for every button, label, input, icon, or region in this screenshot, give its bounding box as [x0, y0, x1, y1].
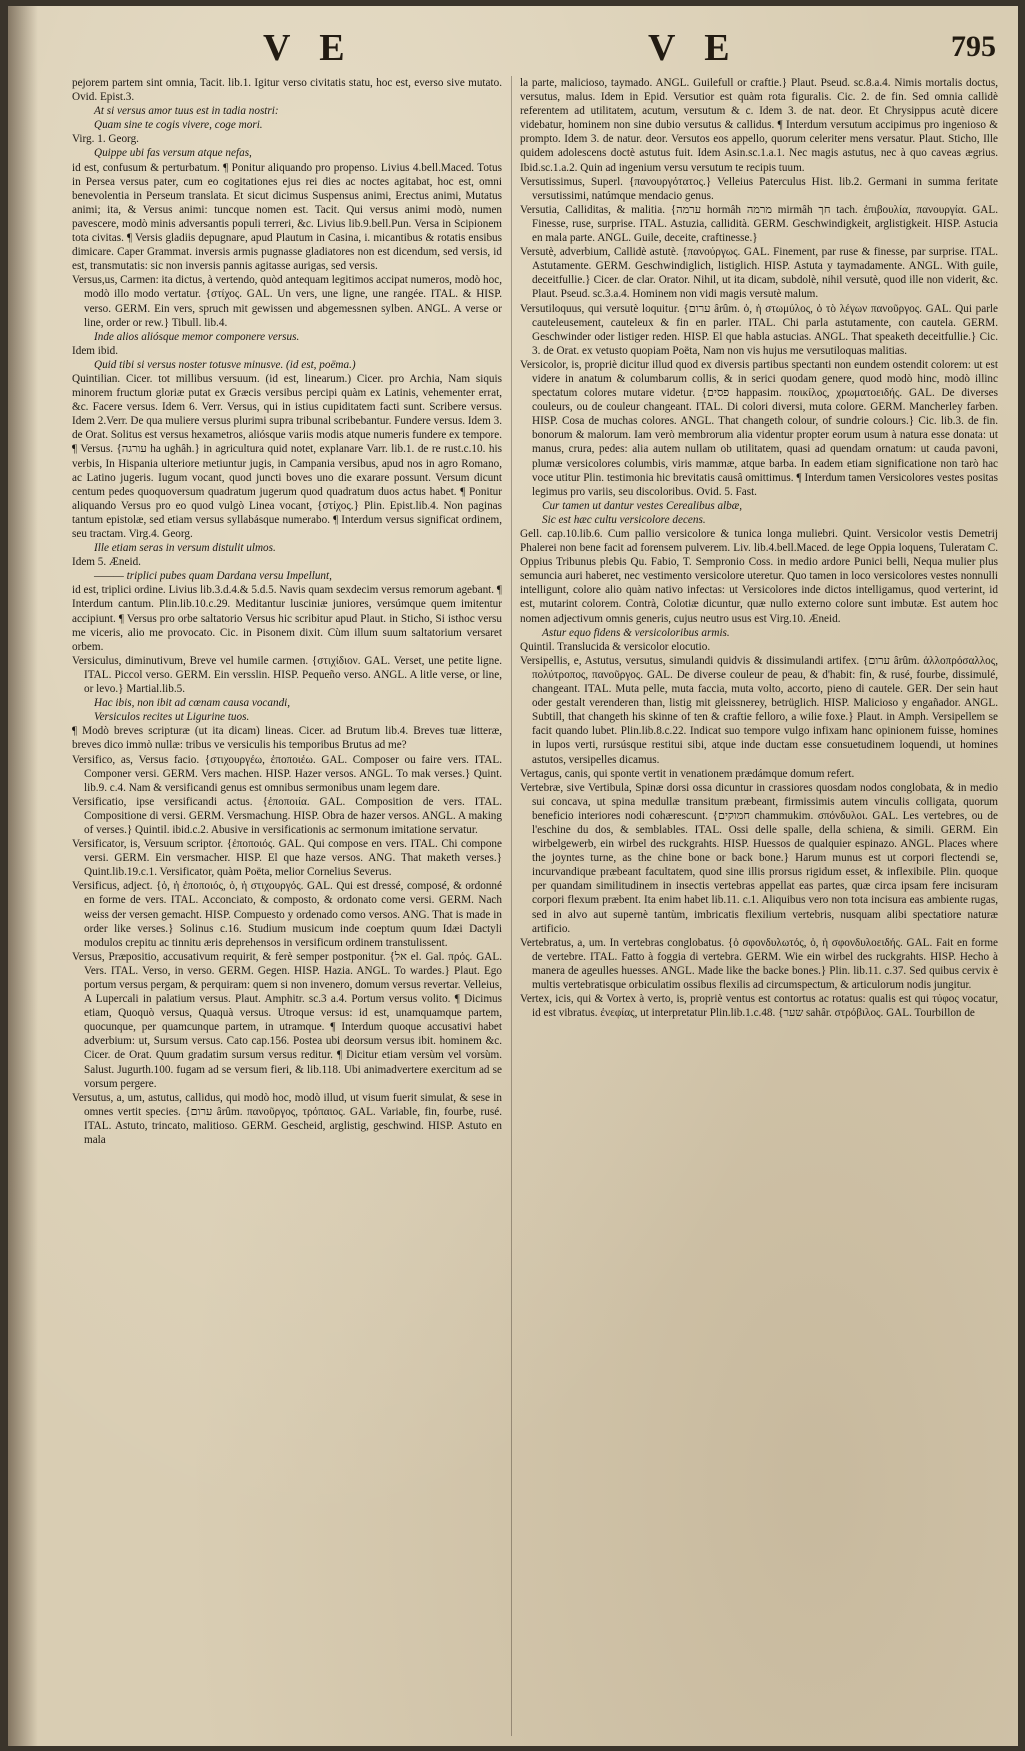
verse-quotation: Sic est hæc cultu versicolore decens.: [542, 513, 706, 526]
verse-quotation: Quam sine te cogis vivere, coge mori.: [94, 119, 263, 132]
dictionary-entry: Versipellis, e, Astutus, versutus, simulandi quidvis & dissimulandi artifex. {ערום ârûm. ἀλλοπρόσαλλος, πολύτροπος, πανοῦργος. GAL. De diverse couleur de peau, & d'habit: fin, & rusé, fourbe, dissimulé, changeant. ITAL. Muta pelle, muta faccia, muta volto, accorto, pieno di cautele. GER. Der sein haut oder gestalt verenderen than, listig mit gleissnerey, betrüglich. HISP. Malicioso y engañador. ANGL. Subtill, that changeth his skinne of ten & craftie felloro, a wilie foxe.} Plaut. in Amph. Versipellem se facit quando lubet. Plin.lib.8.c.22. Indicat suo tempore vulgo infixam hanc opinionem fuisse, homines in lupos verti, rursúsque restitui sibi, atque inde ductam esse consuetudinem loquendi, ut homines astutos, versipelles dicamus.: [520, 654, 998, 766]
verse-quotation: Ille etiam seras in versum distulit ulmos.: [94, 542, 276, 555]
entry-continuation: Virg. 1. Georg.: [72, 133, 139, 146]
page-number: 795: [951, 30, 996, 63]
entry-continuation: Idem 5. Æneid.: [72, 556, 141, 569]
left-column: [72, 76, 502, 1736]
dictionary-entry: Versus,us, Carmen: ita dictus, à vertendo, quòd antequam legitimos accipat numeros, modò hoc, modò illo modo vertatur. {στίχος. GAL. Un vers, une ligne, une rangée. ITAL. & HISP. verso. GERM. Ein vers, spruch mit gewissen und abgemessnen sylben. ANGL. A verse or line, order or rew.} Tibull. lib.4.: [72, 274, 502, 329]
dictionary-entry: Versificus, adject. {ὁ, ἡ ἐποποιός, ὁ, ἡ στιχουργός. GAL. Qui est dressé, composé, & ordonné en forme de vers. ITAL. Acconciato, & composto, & ordonato come versi. GERM. Nach weiss der versen gemacht. HISP. Compuesto y ordenado como versos. ANG. That is made in order like verses.} Solinus c.16. Studium musicum inde coeptum quum Idæi Dactyli modulos crepitu ac tinnitu æris deprehensos in versificum ordinem transtulissent.: [72, 880, 502, 949]
verse-quotation: Inde alios aliósque memor componere versus.: [94, 330, 300, 343]
entry-continuation: Quintilian. Cicer. tot millibus versuum. (id est, linearum.) Cicer. pro Archia, Nam siquis minorem fructum gloriæ putat ex Græcis versibus percipi quàm ex Latinis, vehementer errat, &c. Facere versus. Idem 6. Verr. Versus, qui in istius cupiditatem facti sunt. Scribere versus. Idem 2.Verr. De qua muliere versus plurimi supra tribunal scribebantur. Fundere versus. Idem 3. de Orat. Solitus est versus hexametros, aliósque variis modis atque numeris fundere ex tempore. ¶ Versus. {עורגה ha ughâh.} in agricultura quid notet, explanare Varr. lib.1. de re rust.c.10. his verbis, In Hispania ulteriore metiuntur jugis, in Campania versibus, apud nos in agro Romano, ac Latino jugeris. Iugum vocant, quod juncti boves uno die exarare possunt. Versum dicunt centum pedes quoquoversum quadratum jugerum quod quadratum duos actus habet. ¶ Ponitur aliquando Versus pro eo quod vulgò Linea vocant, {στίχος.} Plin. Epist.lib.4. Non paginas tantum epistolæ, sed etiam versus syllabásque numerabo. ¶ Interdum versus significat ordinem, seu tractam. Virg.4. Georg.: [72, 372, 502, 540]
dictionary-entry: Versutia, Calliditas, & malitia. {ערמה hormâh מרמה mirmâh חך tach. ἐπιβουλία, πανουργία. GAL. Finesse, ruse, surprise. ITAL. Astuzia, callidità. GERM. Geschwindigkeit, arglistigkeit. HISP. Astucia en mala parte. ANGL. Guile, deceite, craftinesse.}: [520, 203, 998, 245]
entry-continuation: Quintil. Translucida & versicolor elocutio.: [520, 640, 711, 653]
verse-quotation: Cur tamen ut dantur vestes Cerealibus albæ,: [542, 499, 743, 512]
running-head-left: V E: [263, 27, 355, 69]
dictionary-entry: Versificator, is, Versuum scriptor. {ἐποποιός. GAL. Qui compose en vers. ITAL. Chi compone versi. GERM. Ein versmacher. HISP. El que haze versos. ANG. That maketh verses.} Quint.lib.19.c.1. Versificator, quàm Poëta, melior Cornelius Severus.: [72, 838, 502, 879]
dictionary-entry: Vertebratus, a, um. In vertebras conglobatus. {ὁ σφονδυλωτός, ὁ, ἡ σφονδυλοειδής. GAL. Fait en forme de vertebre. ITAL. Fatto à foggia di vertebra. GERM. Wie ein wirbel des ruckgrahts. HISP. Hecho à manera de ageulles huesses. ANGL. Made like the backe bones.} Plin. lib.11. c.37. Sed quibus cervix è multis vertebratisque orbiculatim ossibus flexilis ad circumspectum, & articulorum nodis jungitur.: [520, 936, 998, 991]
dictionary-page: [8, 6, 1018, 1746]
verse-quotation: Quid tibi si versus noster totusve minusve. (id est, poëma.): [94, 358, 356, 371]
entry-continuation: la parte, malicioso, taymado. ANGL. Guilefull or craftie.} Plaut. Pseud. sc.8.a.4. Nimis mortalis doctus, versutus, malus. Idem in Epid. Versutior est quàm rota figuralis. Cic. 2. de fin. Sed omnia callidè referentem ad utilitatem, acutum, versutum & c. Idem 3. de nat. deor. Et Chrysippus acutè dicere videbatur, hominem non sine dubio versutus & callidus. ¶ Interdum versutum accipimus pro ingenioso & prompto. Idem 3. de natur. deor. Versutos eos appello, quorum celeriter mens versatur. Plaut. Sticho, Ille quidem adolescens doctè astutus fuit. Idem Asin.sc.1.a.1. Nec magis astutus, nec à quo caveas ægrius. Ibid.sc.1.a.2. Quin ad ingenium versu versutum te recipis tuum.: [520, 77, 998, 174]
dictionary-entry: Versificatio, ipse versificandi actus. {ἐποποιία. GAL. Composition de vers. ITAL. Compositione di versi. GERM. Versmachung. HISP. Obra de hazer versos. ANGL. A making of verses.} Quintil. ibid.c.2. Abusive in versificationis ac sermonum imitatione servatur.: [72, 795, 502, 836]
verse-quotation: Versiculos recites ut Ligurine tuos.: [94, 711, 250, 724]
running-head-right: V E: [648, 27, 740, 69]
dictionary-entry: Versutissimus, Superl. {πανουργότατος.} Velleius Paterculus Hist. lib.2. Germani in summa feritate versutissimi, natúmque mendacio genus.: [520, 175, 998, 202]
entry-continuation: pejorem partem sint omnia, Tacit. lib.1. Igitur verso civitatis statu, hoc est, everso sive mutato. Ovid. Epist.3.: [72, 77, 502, 104]
dictionary-entry: Versutus, a, um, astutus, callidus, qui modò hoc, modò illud, ut visum fuerit simulat, & sese in omnes vertit species. {ערום ârûm. πανοῦργος, τρόπαιος. GAL. Variable, fin, fourbe, rusé. ITAL. Astuto, trincato, malitioso. GERM. Gescheid, arglistig, geschwind. HISP. Astuto en mala: [72, 1091, 502, 1147]
dictionary-entry: Vertex, icis, qui & Vortex à verto, is, propriè ventus est contortus ac rotatus: qualis est qui τύφος vocatur, id est vibratus. ἐνεφίας, ut interpretatur Plin.lib.1.c.48. {שער sahâr. στρόβιλος. GAL. Tourbillon de: [520, 993, 998, 1020]
dictionary-entry: Versicolor, is, propriè dicitur illud quod ex diversis partibus spectanti non eundem ostendit colorem: ut est videre in anatum & columbarum collis, & in serici quodam genere, quod modò hinc, modò illinc spectatum colores mutare videtur. {פסים happasim. ποικίλος, χρωματοειδής. GAL. De diverses couleurs, ou de couleur changeant. ITAL. Di colori diversi, muta colore. GERM. Mancherley farben. HISP. Cosa de muchas colores. ANGL. That changeth colour, of sundrie colours.} Cic. lib.3. de fin. bonorum & malorum. Iam verò membrorum alia videntur propter eorum usum à natura esse donata: ut manus, crura, pedes: alia autem nullam ob utilitatem, quasi ad quendam ornatum: ut cauda pavoni, plumæ versicolores columbis, viris mammæ, atque barba. In eadem etiam significatione non tarò hac voce utitur Plin. testimonia hic brevitatis causâ omittimus. ¶ Interdum tamen Versicolores vestes positas legimus pro variis, seu discoloribus. Ovid. 5. Fast.: [520, 358, 998, 498]
page-spine-shadow: [8, 6, 38, 1746]
dictionary-entry: Vertagus, canis, qui sponte vertit in venationem prædámque domum refert.: [520, 767, 855, 780]
verse-quotation: Quippe ubi fas versum atque nefas,: [94, 147, 252, 160]
dictionary-entry: Versutè, adverbium, Callidè astutè. {πανούργως. GAL. Finement, par ruse & finesse, par surprise. ITAL. Astutamente. GERM. Geschwindiglich, listiglich. HISP. Astuta y taymadamente. ANGL. With guile, deceitfullie.} Cicer. de clar. Orator. Nihil, ut ita dicam, subdolè, nihil versutè, quod ille non viderit, &c. Plaut. Pseud. sc.3.a.4. Hominem non vidi magis versutè malum.: [520, 246, 998, 301]
right-column: [520, 76, 998, 1736]
verse-quotation: At si versus amor tuus est in tadia nostri:: [94, 105, 279, 118]
entry-continuation: id est, triplici ordine. Livius lib.3.d.4.& 5.d.5. Navis quam sexdecim versus remorum agebant. ¶ Interdum cantum. Plin.lib.10.c.29. Meditantur lusciniæ juniores, versúmque quem imitentur accipiunt. ¶ Versus pro orbe saltatorio Versus hic scribitur apud Plaut. in Sticho, Si isthoc versu me viceris, alio me provocato. Cic. in Pisonem dixit. Cùm illum suum saltatorium versaret orbem.: [72, 584, 502, 653]
verse-quotation: ——— triplici pubes quam Dardana versu Impellunt,: [94, 570, 332, 583]
dictionary-entry: Versus, Præpositio, accusativum requirit, & ferè semper postponitur. {אל el. Gal. πρός. GAL. Vers. ITAL. Verso, in verso. GERM. Gegen. HISP. Hazia. ANGL. To wardes.} Plaut. Ego portum versus pergam, & perquiram: quem si non invenero, domum versus revertar. Velleius, A Lupercali in palatium versus. Plaut. Amphitr. sc.3 a.4. Portum versus volito. ¶ Dicimus etiam, Quoquò versus, Quaquà versus. Utroque versus: id est, unamquamque partem, quocunque, per quamcunque partem, in utramque. ¶ Interdum quoque accusativi habet adverbium: ut, Sursum versus. Cato cap.156. Postea ubi deorsum versus ibit. hominem &c. Cicer. de Orat. Quum gradatim sursum versus reditur. ¶ Dicitur etiam versùm vel vorsùm. Salust. Jugurth.100. fugam ad se versum fieri, & lib.118. Ubi animadvertere exercitum ad se vorsum pergere.: [72, 950, 502, 1090]
entry-continuation: Gell. cap.10.lib.6. Cum pallio versicolore & tunica longa muliebri. Quint. Versicolor vestis Demetrij Phalerei non bene facit ad forensem pulverem. Liv. lib.4.bell.Maced. de lege Oppia loquens, Tuleratam C. Oppius Tribunus plebis Qu. Fabio, T. Sempronio Coss. in medio ardore Punici belli, Nequa mulier plus semuncia auri haberet, nec vestimento versicolore uteretur. Quo tamen in loco versicolores vestes nonnulli intelligunt, colore alio quàm nativo infectas: ut Versicolores inde dictos intelligamus, quod verterint, id est, mutarint colorem. Contrà, Colotiæ dicuntur, quæ nullo externo colore sunt imbutæ. Est autem hoc nomen adjectivum omnis generis, cujus neutro usus est Virg.10. Æneid.: [520, 528, 998, 625]
dictionary-entry: Vertebræ, sive Vertibula, Spinæ dorsi ossa dicuntur in crassiores quosdam nodos conglobata, & in medio sui concava, ut spina medullæ transitum præbeant, firmissimis autem vinculis colligata, quorum beneficio interiores nodi cohærescunt. {חמוקים chammukim. σπόνδυλοι. GAL. Les vertebres, ou de l'eschine du dos, & semblables. ITAL. Ossi delle spalle, della schiena, & simili. GERM. Ein wirbelgewerb, ein wirbel des ruckgrahts. HISP. Huessos de qualquier espinazo. ANGL. Places where the joyntes turne, as the chine bone or back bone.} Harum munus est ut corpori flectendi se, incurvandique præbeant facultatem, quod sine illis prorsus rigidum esset, & inflexibile. Plin. quoque per quandam similitudinem in insectis vertebras appellat eas partes, quæ circa ipsam fere incisuram corpori flexum præbent. Ita enim habet lib.11. c.1. Aliquibus vero non tota incisura eas ambiente rugas, sed in alvo aut supernè tantùm, imbricatis flexilium vertebris, nusquam alibi spectatiore naturæ artificio.: [520, 781, 998, 935]
dictionary-entry: Versifico, as, Versus facio. {στιχουργέω, ἐποποιέω. GAL. Composer ou faire vers. ITAL. Componer versi. GERM. Vers machen. HISP. Hazer versos. ANGL. To mak verses.} Quint. lib.9. c.4. Nam & versificandi genus est omnibus sermonibus unam legem dare.: [72, 753, 502, 794]
dictionary-entry: Versutiloquus, qui versutè loquitur. {ערום ârûm. ὁ, ἡ στωμύλος, ὁ τὸ λέγων πανοῦργος. GAL. Qui parle cauteleusement, cauteleux & fin en parler. ITAL. Chi parla astutamente, con cautela. GERM. Geschwinder oder listiger reden. HISP. El que habla astucias. ANGL. That speaketh deceitfullie.} Cic. 3. de Orat. ex vetusto quopiam Poëta, Nam non vis hujus me versutiloquas malitias.: [520, 302, 998, 357]
column-divider: [511, 76, 512, 1736]
verse-quotation: Hac ibis, non ibit ad cœnam causa vocandi,: [94, 697, 291, 710]
dictionary-entry: Versiculus, diminutivum, Breve vel humile carmen. {στιχίδιον. GAL. Verset, une petite ligne. ITAL. Piccol verso. GERM. Ein versslin. HISP. Pequeño verso. ANGL. A litle verse, or line, or levo.} Martial.lib.5.: [72, 654, 502, 696]
entry-continuation: Idem ibid.: [72, 344, 118, 357]
entry-continuation: ¶ Modò breves scripturæ (ut ita dicam) lineas. Cicer. ad Brutum lib.4. Breves tuæ litteræ, breves dico immò nullæ: tribus ve versiculis his temporibus Brutus ad me?: [72, 725, 502, 752]
verse-quotation: Astur equo fidens & versicoloribus armis.: [542, 626, 730, 639]
entry-continuation: id est, confusum & perturbatum. ¶ Ponitur aliquando pro propenso. Livius 4.bell.Maced. Totus in Persea versus pater, cum eo cogitationes ejus rei dies ac noctes agitabat, hoc est, omni benevolentia in Perseum translata. Et sicut dicimus Suspensus animi, Erectus animi, Mutatus animi; ita, & Versus animi: tuncque nomen est. Tacit. Qui versus animi modò, numen pavescere, modò minis adversantis populi terreri, &c. Livius lib.9.bell.Pun. Versa in Scipionem tota civitas. ¶ Versis gladiis depugnare, apud Plautum in Casina, i. micantibus & rotatis ensibus dimicare. Caper Grammat. inversis armis pugnasse gladiatores non est dicendum, sed versis, id est, transmutatis: sic non inversis pannis agitasse aurigas, sed versis.: [72, 161, 502, 273]
